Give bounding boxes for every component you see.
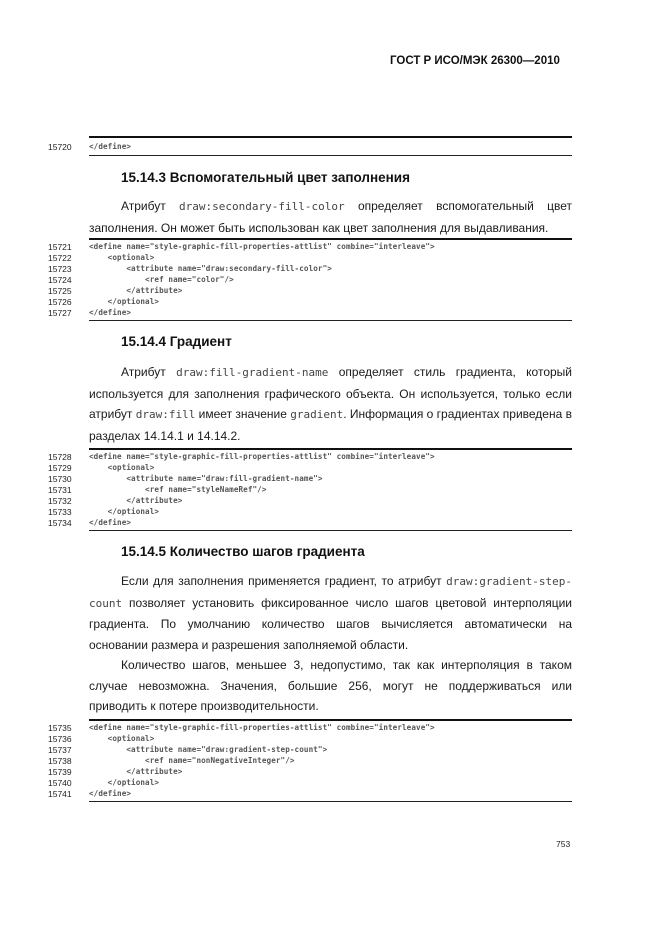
code-line: <ref name="styleNameRef"/> — [89, 485, 267, 494]
line-number: 15738 — [48, 756, 72, 766]
code-line: <define name="style-graphic-fill-properties-attlist" combine="interleave"> — [89, 452, 435, 461]
code-line: <define name="style-graphic-fill-properties-attlist" combine="interleave"> — [89, 242, 435, 251]
line-number: 15722 — [48, 253, 72, 263]
code-block-bottom-rule — [89, 155, 572, 156]
line-number: 15735 — [48, 723, 72, 733]
code-line: <attribute name="draw:gradient-step-count"> — [89, 745, 328, 754]
code-line: </optional> — [89, 297, 160, 306]
code-line: </define> — [89, 518, 132, 527]
code-line: <ref name="color"/> — [89, 275, 234, 284]
code-block-top-rule — [89, 238, 572, 240]
code-line: </attribute> — [89, 767, 183, 776]
line-number: 15736 — [48, 734, 72, 744]
line-number: 15740 — [48, 778, 72, 788]
code-term: draw:secondary-fill-color — [179, 200, 345, 213]
code-term: draw:fill — [135, 408, 196, 421]
section-heading: 15.14.5 Количество шагов градиента — [121, 544, 365, 559]
code-line: </optional> — [89, 778, 160, 787]
code-line: <optional> — [89, 734, 155, 743]
code-line: <ref name="nonNegativeInteger"/> — [89, 756, 295, 765]
code-block-bottom-rule — [89, 530, 572, 531]
section-heading: 15.14.3 Вспомогательный цвет заполнения — [121, 170, 410, 185]
code-block-top-rule — [89, 448, 572, 450]
line-number: 15720 — [48, 142, 72, 152]
code-line: <optional> — [89, 253, 155, 262]
code-block-top-rule — [89, 136, 572, 138]
line-number: 15733 — [48, 507, 72, 517]
line-number: 15729 — [48, 463, 72, 473]
code-line: <attribute name="draw:secondary-fill-color"> — [89, 264, 332, 273]
code-line: </define> — [89, 789, 132, 798]
code-line: <attribute name="draw:fill-gradient-name"> — [89, 474, 323, 483]
section-heading: 15.14.4 Градиент — [121, 334, 232, 349]
code-line: </attribute> — [89, 496, 183, 505]
paragraph: Атрибут draw:fill-gradient-name определяет стиль градиента, который используется для заполнения графического объекта. Он используется, только если атрибут draw:fill имеет значение gradient. Информация о градиентах приведена в разделах 14.14.1 и 14.14.2. — [89, 365, 572, 443]
line-number: 15731 — [48, 485, 72, 495]
document-header: ГОСТ Р ИСО/МЭК 26300—2010 — [390, 55, 560, 67]
line-number: 15730 — [48, 474, 72, 484]
line-number: 15724 — [48, 275, 72, 285]
line-number: 15728 — [48, 452, 72, 462]
paragraph: Количество шагов, меньшее 3, недопустимо, так как интерполяция в таком случае невозможна. Значения, большие 256, могут не поддерживаться или приводить к потере производительности. — [89, 658, 572, 713]
line-number: 15734 — [48, 518, 72, 528]
code-term: draw:fill-gradient-name — [176, 366, 329, 379]
paragraph: Если для заполнения применяется градиент, то атрибут draw:gradient-step-count позволяет установить фиксированное число шагов цветовой интерполяции градиента. По умолчанию количество шагов вычисляется автоматически на основании размера и разрешения заполняемой области. — [89, 574, 572, 652]
page-number: 753 — [556, 839, 571, 849]
line-number: 15732 — [48, 496, 72, 506]
code-line: <optional> — [89, 463, 155, 472]
line-number: 15739 — [48, 767, 72, 777]
code-term: gradient — [290, 408, 344, 421]
line-number: 15726 — [48, 297, 72, 307]
code-line: <define name="style-graphic-fill-properties-attlist" combine="interleave"> — [89, 723, 435, 732]
code-term: draw:gradient-step-count — [89, 575, 572, 610]
line-number: 15737 — [48, 745, 72, 755]
paragraph: Атрибут draw:secondary-fill-color определяет вспомогательный цвет заполнения. Он может быть использован как цвет заполнения для выдавливания. — [89, 199, 572, 235]
code-block-top-rule — [89, 719, 572, 721]
line-number: 15741 — [48, 789, 72, 799]
code-line: </optional> — [89, 507, 160, 516]
code-block-bottom-rule — [89, 801, 572, 802]
code-line: </define> — [89, 308, 132, 317]
line-number: 15723 — [48, 264, 72, 274]
code-line: </define> — [89, 142, 132, 151]
code-line: </attribute> — [89, 286, 183, 295]
line-number: 15725 — [48, 286, 72, 296]
line-number: 15727 — [48, 308, 72, 318]
line-number: 15721 — [48, 242, 72, 252]
code-block-bottom-rule — [89, 320, 572, 321]
